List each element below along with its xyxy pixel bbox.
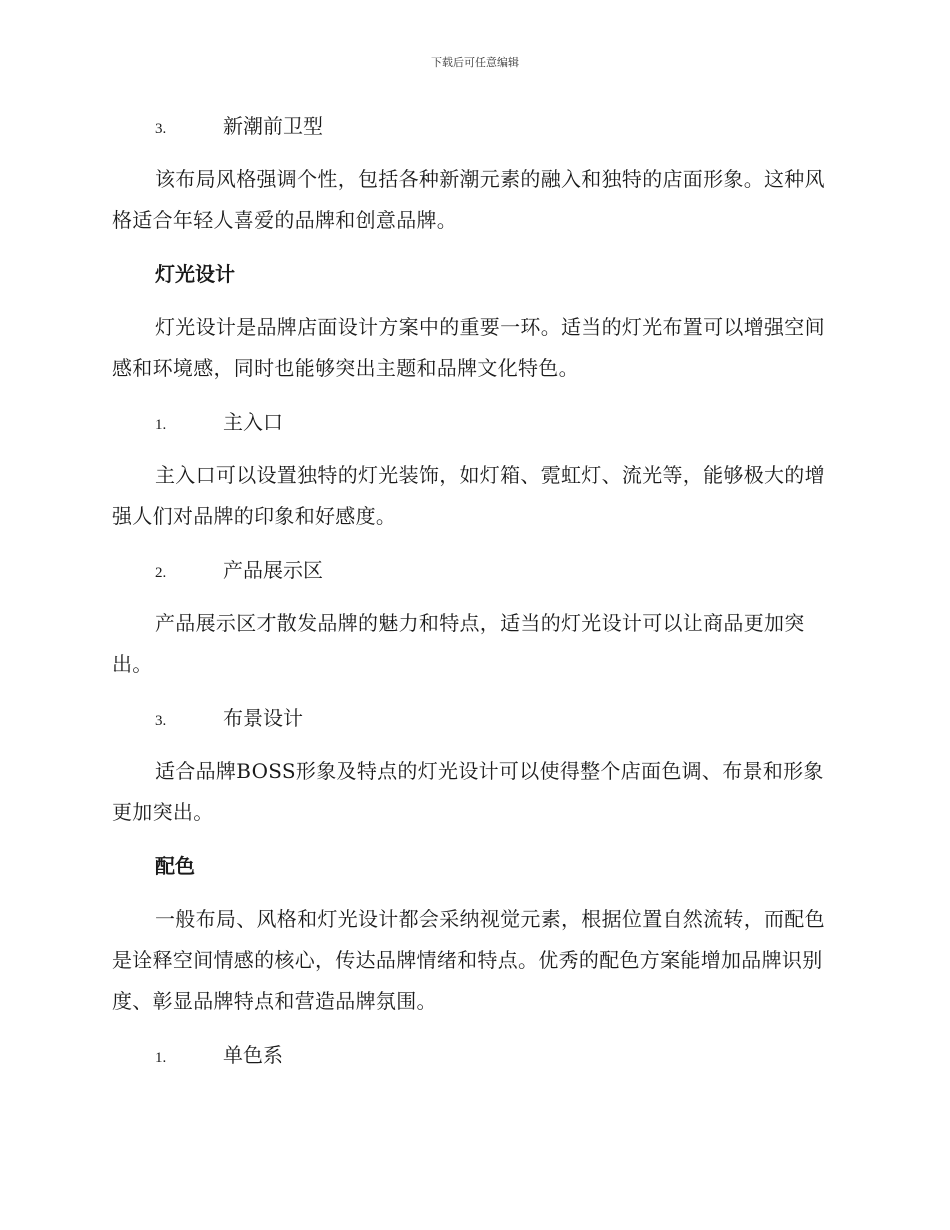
- paragraph: 一般布局、风格和灯光设计都会采纳视觉元素，根据位置自然流转，而配色是诠释空间情感的核心，传达品牌情绪和特点。优秀的配色方案能增加品牌识别度、彰显品牌特点和营造品牌氛围。: [112, 907, 825, 1013]
- section-heading-lighting: 灯光设计: [155, 262, 235, 286]
- list-label: 新潮前卫型: [223, 114, 323, 138]
- paragraph: 主入口可以设置独特的灯光装饰，如灯箱、霓虹灯、流光等，能够极大的增强人们对品牌的印象和好感度。: [112, 463, 825, 528]
- list-number: 1.: [155, 1050, 167, 1066]
- paragraph: 产品展示区才散发品牌的魅力和特点，适当的灯光设计可以让商品更加突出。: [112, 611, 805, 676]
- list-number: 3.: [155, 121, 167, 137]
- list-item: [112, 106, 832, 146]
- list-number: 3.: [155, 713, 167, 729]
- list-label: 单色系: [223, 1043, 283, 1067]
- list-item: [112, 1035, 832, 1075]
- list-label: 布景设计: [223, 706, 303, 730]
- section-heading-color: 配色: [155, 854, 195, 878]
- paragraph: 该布局风格强调个性，包括各种新潮元素的融入和独特的店面形象。这种风格适合年轻人喜爱的品牌和创意品牌。: [112, 167, 825, 232]
- page-header: 下载后可任意编辑: [431, 56, 519, 69]
- list-item: [112, 698, 832, 738]
- paragraph: 适合品牌BOSS形象及特点的灯光设计可以使得整个店面色调、布景和形象更加突出。: [112, 759, 824, 824]
- document-body: [112, 106, 832, 1088]
- list-item: [112, 550, 832, 590]
- list-number: 2.: [155, 565, 167, 581]
- list-number: 1.: [155, 417, 167, 433]
- paragraph: 灯光设计是品牌店面设计方案中的重要一环。适当的灯光布置可以增强空间感和环境感，同时也能够突出主题和品牌文化特色。: [112, 315, 825, 380]
- list-item: [112, 402, 832, 442]
- list-label: 产品展示区: [223, 558, 323, 582]
- list-label: 主入口: [223, 410, 283, 434]
